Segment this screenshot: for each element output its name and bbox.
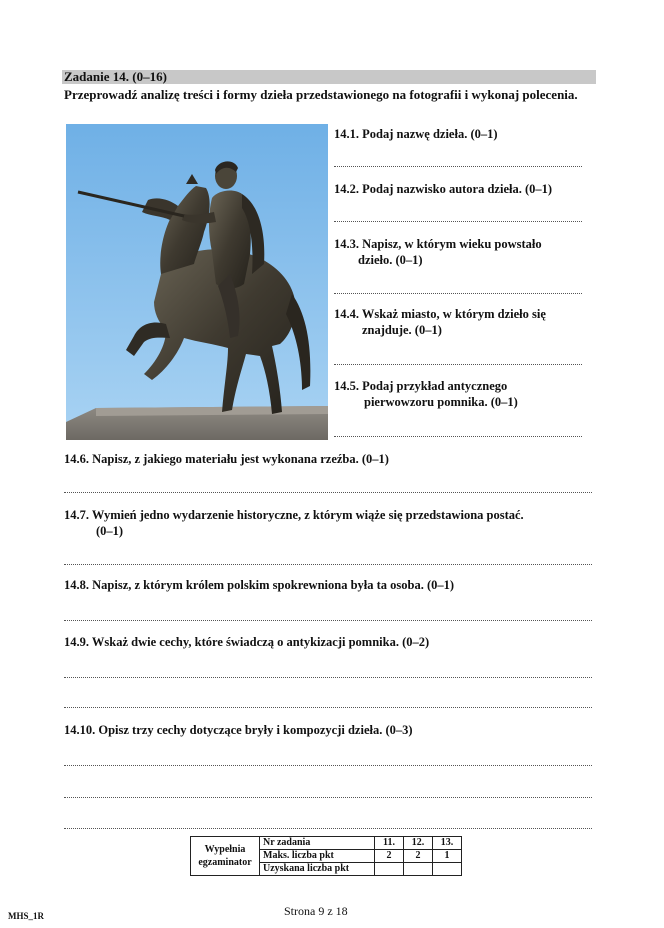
question-14-8 xyxy=(64,577,454,593)
obtained-points-cell[interactable] xyxy=(433,863,462,876)
answer-line[interactable] xyxy=(334,293,582,294)
row-label: Maks. liczba pkt xyxy=(260,850,375,863)
question-text: Wymień jedno wydarzenie historyczne, z którym wiąże się przedstawiona postać. xyxy=(91,508,524,522)
question-number: 14.1. xyxy=(334,127,359,141)
question-number: 14.5. xyxy=(334,379,359,393)
question-text: Napisz, w którym wieku powstało xyxy=(362,237,542,251)
equestrian-statue-image xyxy=(66,124,328,440)
answer-line[interactable] xyxy=(64,620,592,621)
obtained-points-cell[interactable] xyxy=(375,863,404,876)
question-number: 14.3. xyxy=(334,237,359,251)
question-14-1 xyxy=(334,126,498,142)
examiner-label: Wypełnia egzaminator xyxy=(191,837,260,876)
answer-line[interactable] xyxy=(64,797,592,798)
question-number: 14.7. xyxy=(64,508,89,522)
question-14-3-cont: dzieło. (0–1) xyxy=(358,253,423,267)
question-number: 14.10. xyxy=(64,723,96,737)
question-14-2 xyxy=(334,181,552,197)
question-text: Podaj nazwisko autora dzieła. (0–1) xyxy=(362,182,553,196)
answer-line[interactable] xyxy=(334,436,582,437)
question-text: Wskaż miasto, w którym dzieło się xyxy=(361,307,546,321)
question-text: Podaj przykład antycznego xyxy=(362,379,508,393)
row-label: Uzyskana liczba pkt xyxy=(260,863,375,876)
answer-line[interactable] xyxy=(64,765,592,766)
question-number: 14.9. xyxy=(64,635,89,649)
question-number: 14.6. xyxy=(64,452,89,466)
question-14-5-cont: pierwowzoru pomnika. (0–1) xyxy=(364,395,518,409)
max-points-cell: 2 xyxy=(404,850,433,863)
answer-line[interactable] xyxy=(334,166,582,167)
answer-line[interactable] xyxy=(64,677,592,678)
answer-line[interactable] xyxy=(64,564,592,565)
question-14-7-cont: (0–1) xyxy=(96,524,124,538)
question-text: Opisz trzy cechy dotyczące bryły i kompozycji dzieła. (0–3) xyxy=(98,723,413,737)
question-14-4-cont: znajduje. (0–1) xyxy=(362,323,442,337)
answer-line[interactable] xyxy=(64,707,592,708)
question-text: Napisz, z jakiego materiału jest wykonana rzeźba. (0–1) xyxy=(92,452,389,466)
question-text: Podaj nazwę dzieła. (0–1) xyxy=(362,127,498,141)
question-14-3 xyxy=(334,236,542,252)
answer-line[interactable] xyxy=(334,221,582,222)
obtained-points-cell[interactable] xyxy=(404,863,433,876)
statue-photo xyxy=(66,124,328,440)
question-number: 14.2. xyxy=(334,182,359,196)
answer-line[interactable] xyxy=(64,828,592,829)
task-number-cell: 12. xyxy=(404,837,433,850)
task-number-cell: 13. xyxy=(433,837,462,850)
page-number: Strona 9 z 18 xyxy=(284,904,348,918)
question-14-6 xyxy=(64,451,389,467)
question-text: Napisz, z którym królem polskim spokrewniona była ta osoba. (0–1) xyxy=(92,578,455,592)
question-14-7 xyxy=(64,507,596,523)
question-14-9 xyxy=(64,634,429,650)
max-points-cell: 1 xyxy=(433,850,462,863)
row-label: Nr zadania xyxy=(260,837,375,850)
answer-line[interactable] xyxy=(334,364,582,365)
answer-line[interactable] xyxy=(64,492,592,493)
task-number-cell: 11. xyxy=(375,837,404,850)
question-number: 14.4. xyxy=(334,307,359,321)
exam-code: MHS_1R xyxy=(8,911,44,921)
question-14-4 xyxy=(334,306,546,322)
max-points-cell: 2 xyxy=(375,850,404,863)
grading-table xyxy=(190,836,462,876)
question-number: 14.8. xyxy=(64,578,89,592)
question-14-10 xyxy=(64,722,413,738)
task-header: Zadanie 14. (0–16) xyxy=(62,70,596,84)
question-14-5 xyxy=(334,378,507,394)
task-intro: Przeprowadź analizę treści i formy dzieła przedstawionego na fotografii i wykonaj polecenia. xyxy=(64,87,578,102)
question-text: Wskaż dwie cechy, które świadczą o antykizacji pomnika. (0–2) xyxy=(91,635,430,649)
